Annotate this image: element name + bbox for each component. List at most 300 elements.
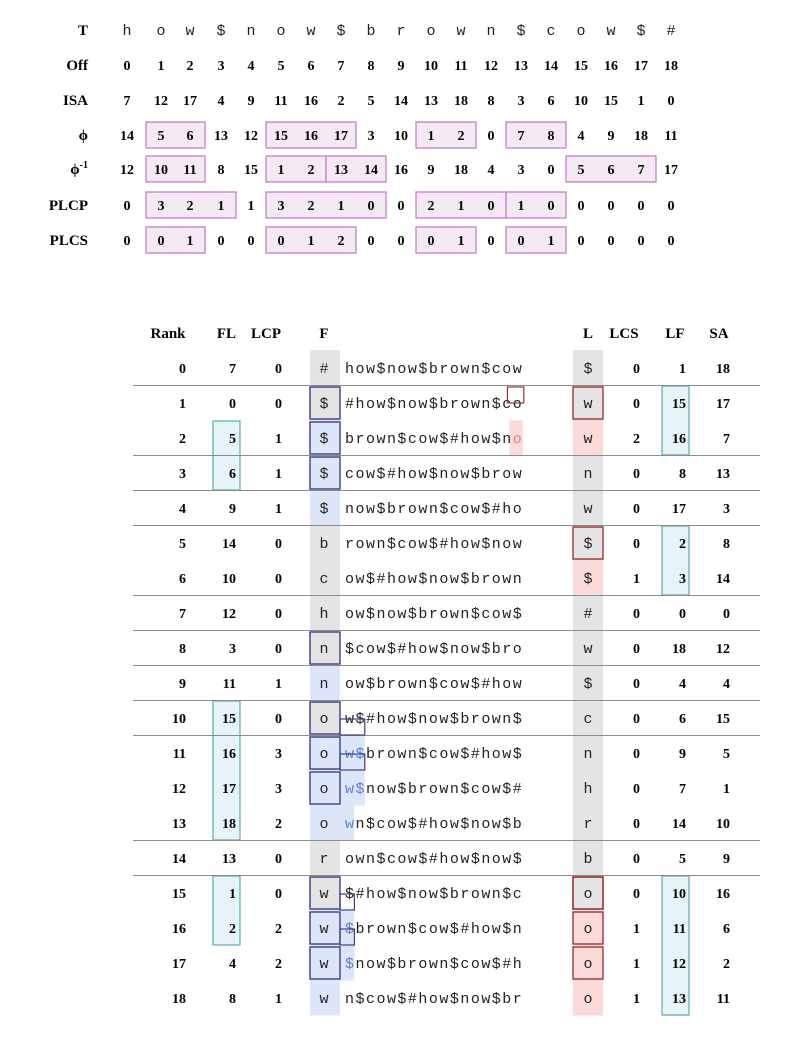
top-cell: 8 <box>217 163 225 178</box>
top-cell: 0 <box>637 199 645 214</box>
top-cell: 7 <box>337 59 345 74</box>
top-row-label: T <box>77 23 88 39</box>
top-cell: 13 <box>334 163 348 178</box>
top-cell: 10 <box>574 94 588 109</box>
top-cell: 3 <box>367 129 375 144</box>
f-char: $ <box>319 466 329 483</box>
lcs-cell: 0 <box>633 782 640 797</box>
top-cell: 1 <box>247 199 255 214</box>
fl-cell: 7 <box>229 362 236 377</box>
lcs-cell: 0 <box>633 887 640 902</box>
top-cell: 11 <box>183 163 197 178</box>
top-cell: 12 <box>244 129 258 144</box>
text-char: w <box>185 23 195 40</box>
top-cell: 15 <box>244 163 258 178</box>
lcs-cell: 0 <box>633 397 640 412</box>
top-cell: 1 <box>277 163 285 178</box>
lf-cell: 6 <box>679 712 686 727</box>
lcp-cell: 0 <box>275 572 282 587</box>
top-highlight-box <box>506 227 566 253</box>
text-char: $ <box>216 23 226 40</box>
top-cell: 1 <box>337 199 345 214</box>
f-char: $ <box>319 501 329 518</box>
l-char: c <box>583 711 593 728</box>
lcp-cell: 1 <box>275 467 282 482</box>
top-cell: 0 <box>547 199 555 214</box>
top-cell: 2 <box>337 234 345 249</box>
top-cell: 3 <box>157 199 165 214</box>
top-cell: 10 <box>394 129 408 144</box>
top-cell: 1 <box>547 234 555 249</box>
lcs-cell: 1 <box>633 992 640 1007</box>
text-char: o <box>576 23 586 40</box>
rank-cell: 18 <box>172 992 186 1007</box>
text-char: o <box>276 23 286 40</box>
top-cell: 3 <box>517 163 525 178</box>
l-char: r <box>583 816 593 833</box>
fl-cell: 11 <box>222 677 236 692</box>
l-char: $ <box>583 571 593 588</box>
fl-cell: 9 <box>229 502 236 517</box>
text-char: w <box>606 23 616 40</box>
rotation-middle: brown$cow$#how$no <box>345 431 522 448</box>
top-cell: 9 <box>607 129 615 144</box>
sa-cell: 16 <box>716 887 730 902</box>
top-cell: 0 <box>667 234 675 249</box>
f-char: o <box>319 711 329 728</box>
top-cell: 4 <box>577 129 585 144</box>
text-char: # <box>666 23 676 40</box>
rank-cell: 5 <box>179 537 186 552</box>
lcs-cell: 0 <box>633 467 640 482</box>
top-cell: 1 <box>427 129 435 144</box>
lcs-cell: 0 <box>633 817 640 832</box>
top-row-label: PLCP <box>48 198 88 214</box>
top-cell: 16 <box>394 163 408 178</box>
lcp-cell: 0 <box>275 397 282 412</box>
lcp-cell: 0 <box>275 887 282 902</box>
top-highlight-box <box>266 156 326 182</box>
fl-cell: 17 <box>222 782 236 797</box>
top-cell: 10 <box>424 59 438 74</box>
top-cell: 18 <box>454 163 468 178</box>
rotation-middle: w$#how$now$brown$ <box>345 711 522 728</box>
top-cell: 7 <box>123 94 131 109</box>
top-cell: 9 <box>427 163 435 178</box>
top-cell: 2 <box>337 94 345 109</box>
lf-cell: 12 <box>672 957 686 972</box>
top-cell: 14 <box>544 59 558 74</box>
text-char: $ <box>336 23 346 40</box>
fl-cell: 15 <box>222 712 236 727</box>
l-char: w <box>583 431 593 448</box>
top-cell: 0 <box>123 234 131 249</box>
top-row-label: Off <box>66 58 88 74</box>
rank-cell: 1 <box>179 397 186 412</box>
rotation-middle: cow$#how$now$brow <box>345 466 522 483</box>
lcs-cell: 2 <box>633 432 640 447</box>
lf-cell: 7 <box>679 782 686 797</box>
l-char: w <box>583 641 593 658</box>
top-cell: 0 <box>547 163 555 178</box>
sa-cell: 7 <box>723 432 730 447</box>
rotation-middle: ow$#how$now$brown <box>345 571 522 588</box>
column-header: SA <box>709 326 729 342</box>
f-char: w <box>319 921 329 938</box>
column-header: LF <box>665 326 685 342</box>
top-cell: 17 <box>334 129 348 144</box>
top-cell: 0 <box>577 234 585 249</box>
fl-cell: 4 <box>229 957 236 972</box>
lcp-cell: 1 <box>275 502 282 517</box>
top-highlight-box <box>146 122 205 148</box>
top-cell: 8 <box>367 59 375 74</box>
top-cell: 1 <box>457 199 465 214</box>
top-cell: 1 <box>157 59 165 74</box>
top-highlight-box <box>146 227 205 253</box>
rank-cell: 3 <box>179 467 186 482</box>
top-cell: 1 <box>637 94 645 109</box>
text-char: b <box>366 23 376 40</box>
top-row-label: $\phi^{-1}$ <box>70 160 88 178</box>
top-cell: 0 <box>397 199 405 214</box>
sa-cell: 8 <box>723 537 730 552</box>
top-cell: 17 <box>664 163 678 178</box>
lf-cell: 14 <box>672 817 686 832</box>
top-highlight-box <box>506 122 566 148</box>
lcp-cell: 0 <box>275 607 282 622</box>
top-cell: 15 <box>574 59 588 74</box>
lf-cell: 3 <box>679 572 686 587</box>
top-cell: 13 <box>424 94 438 109</box>
rank-cell: 7 <box>179 607 186 622</box>
text-char: $ <box>636 23 646 40</box>
lf-cell: 10 <box>672 887 686 902</box>
rotation-middle: $brown$cow$#how$n <box>345 921 522 938</box>
top-cell: 5 <box>367 94 375 109</box>
rotation-middle: w$now$brown$cow$# <box>345 781 522 798</box>
lcs-cell: 1 <box>633 922 640 937</box>
lcs-cell: 1 <box>633 957 640 972</box>
lcp-cell: 3 <box>275 782 282 797</box>
fl-cell: 12 <box>222 607 236 622</box>
l-char: w <box>583 501 593 518</box>
top-cell: 18 <box>664 59 678 74</box>
top-cell: 4 <box>217 94 225 109</box>
top-cell: 0 <box>487 234 495 249</box>
top-cell: 6 <box>186 129 194 144</box>
top-cell: 9 <box>397 59 405 74</box>
lcp-cell: 0 <box>275 537 282 552</box>
rotation-middle: now$brown$cow$#ho <box>345 501 522 518</box>
lcp-cell: 1 <box>275 432 282 447</box>
f-char: $ <box>319 396 329 413</box>
lcs-cell: 0 <box>633 537 640 552</box>
lcs-cell: 0 <box>633 502 640 517</box>
top-cell: 0 <box>397 234 405 249</box>
fl-cell: 16 <box>222 747 236 762</box>
rotation-middle: ow$now$brown$cow$ <box>345 606 522 623</box>
lcs-cell: 1 <box>633 572 640 587</box>
sa-cell: 0 <box>723 607 730 622</box>
lf-cell: 15 <box>672 397 686 412</box>
top-cell: 0 <box>247 234 255 249</box>
column-header: FL <box>216 326 236 342</box>
fl-cell: 8 <box>229 992 236 1007</box>
lcs-cell: 0 <box>633 362 640 377</box>
text-char: h <box>122 23 132 40</box>
top-cell: 0 <box>427 234 435 249</box>
sa-cell: 4 <box>723 677 730 692</box>
rank-cell: 10 <box>172 712 186 727</box>
top-cell: 1 <box>217 199 225 214</box>
top-cell: 10 <box>154 163 168 178</box>
rank-cell: 12 <box>172 782 186 797</box>
top-cell: 0 <box>667 94 675 109</box>
sa-cell: 11 <box>716 992 730 1007</box>
text-char: w <box>456 23 466 40</box>
rank-cell: 16 <box>172 922 186 937</box>
lf-cell: 2 <box>679 537 686 552</box>
top-highlight-box <box>416 122 476 148</box>
rotation-middle: rown$cow$#how$now <box>345 536 522 553</box>
top-cell: 0 <box>367 234 375 249</box>
top-cell: 9 <box>247 94 255 109</box>
f-char: c <box>319 571 329 588</box>
l-char: o <box>583 991 593 1008</box>
rotation-middle: $#how$now$brown$c <box>345 886 522 903</box>
lcp-cell: 1 <box>275 992 282 1007</box>
text-char: c <box>546 23 556 40</box>
sa-cell: 1 <box>723 782 730 797</box>
text-char: n <box>486 23 496 40</box>
rank-cell: 4 <box>179 502 186 517</box>
top-row-label: ISA <box>62 93 88 109</box>
f-char: o <box>319 746 329 763</box>
top-cell: 1 <box>186 234 194 249</box>
top-cell: 11 <box>454 59 468 74</box>
top-cell: 17 <box>183 94 197 109</box>
lcs-cell: 0 <box>633 852 640 867</box>
top-cell: 0 <box>217 234 225 249</box>
top-cell: 5 <box>157 129 165 144</box>
rank-cell: 2 <box>179 432 186 447</box>
fl-cell: 18 <box>222 817 236 832</box>
f-char: r <box>319 851 329 868</box>
top-cell: 12 <box>484 59 498 74</box>
fl-cell: 1 <box>229 887 236 902</box>
rotation-middle: own$cow$#how$now$ <box>345 851 522 868</box>
lcp-cell: 0 <box>275 852 282 867</box>
top-cell: 0 <box>123 199 131 214</box>
fl-cell: 5 <box>229 432 236 447</box>
top-highlight-box <box>416 227 476 253</box>
top-cell: 1 <box>307 234 315 249</box>
lcp-cell: 0 <box>275 642 282 657</box>
rotation-middle: $cow$#how$now$bro <box>345 641 522 658</box>
fl-cell: 2 <box>229 922 236 937</box>
top-cell: 0 <box>367 199 375 214</box>
sa-cell: 12 <box>716 642 730 657</box>
top-cell: 15 <box>604 94 618 109</box>
lcs-cell: 0 <box>633 642 640 657</box>
f-char: w <box>319 991 329 1008</box>
rotation-middle: ow$brown$cow$#how <box>345 676 522 693</box>
top-cell: 4 <box>487 163 495 178</box>
top-cell: 2 <box>427 199 435 214</box>
fl-cell: 3 <box>229 642 236 657</box>
top-cell: 0 <box>637 234 645 249</box>
lcs-cell: 0 <box>633 677 640 692</box>
top-cell: 14 <box>120 129 134 144</box>
sa-cell: 18 <box>716 362 730 377</box>
text-char: o <box>426 23 436 40</box>
l-char: o <box>583 921 593 938</box>
f-char: n <box>319 676 329 693</box>
sa-cell: 10 <box>716 817 730 832</box>
sa-cell: 5 <box>723 747 730 762</box>
lf-cell: 5 <box>679 852 686 867</box>
l-char: o <box>583 956 593 973</box>
lcp-cell: 0 <box>275 362 282 377</box>
rotation-middle: w$brown$cow$#how$ <box>345 746 522 763</box>
fl-cell: 0 <box>229 397 236 412</box>
top-cell: 5 <box>577 163 585 178</box>
fl-cell: 6 <box>229 467 236 482</box>
top-cell: 16 <box>604 59 618 74</box>
top-cell: 1 <box>517 199 525 214</box>
top-cell: 2 <box>307 199 315 214</box>
top-cell: 5 <box>277 59 285 74</box>
top-cell: 2 <box>186 199 194 214</box>
top-cell: 16 <box>304 94 318 109</box>
text-char: n <box>246 23 256 40</box>
text-char: o <box>156 23 166 40</box>
rank-cell: 15 <box>172 887 186 902</box>
rotation-middle: $now$brown$cow$#h <box>345 956 522 973</box>
f-char: w <box>319 956 329 973</box>
top-cell: 12 <box>120 163 134 178</box>
lcp-cell: 2 <box>275 922 282 937</box>
top-cell: 0 <box>157 234 165 249</box>
rank-cell: 8 <box>179 642 186 657</box>
top-cell: 2 <box>186 59 194 74</box>
lcs-cell: 0 <box>633 607 640 622</box>
top-cell: 15 <box>274 129 288 144</box>
l-char: $ <box>583 536 593 553</box>
top-cell: 11 <box>274 94 288 109</box>
f-char: o <box>319 816 329 833</box>
f-char: w <box>319 886 329 903</box>
l-char: h <box>583 781 593 798</box>
rank-cell: 11 <box>172 747 186 762</box>
top-cell: 7 <box>637 163 645 178</box>
f-char: $ <box>319 431 329 448</box>
top-cell: 2 <box>307 163 315 178</box>
lcp-cell: 2 <box>275 957 282 972</box>
top-cell: 6 <box>547 94 555 109</box>
text-char: w <box>306 23 316 40</box>
column-header: L <box>582 326 594 342</box>
top-cell: 0 <box>487 199 495 214</box>
l-char: $ <box>583 361 593 378</box>
lcp-cell: 2 <box>275 817 282 832</box>
l-char: # <box>583 606 593 623</box>
top-cell: 3 <box>277 199 285 214</box>
top-cell: 1 <box>457 234 465 249</box>
lcs-cell: 0 <box>633 747 640 762</box>
l-char: n <box>583 466 593 483</box>
top-cell: 0 <box>667 199 675 214</box>
top-cell: 14 <box>394 94 408 109</box>
top-cell: 0 <box>607 234 615 249</box>
column-header: LCS <box>609 326 639 342</box>
sa-cell: 14 <box>716 572 730 587</box>
rank-cell: 17 <box>172 957 186 972</box>
rank-cell: 9 <box>179 677 186 692</box>
top-cell: 7 <box>517 129 525 144</box>
top-cell: 0 <box>577 199 585 214</box>
l-char: $ <box>583 676 593 693</box>
lf-cell: 18 <box>672 642 686 657</box>
lcs-cell: 0 <box>633 712 640 727</box>
fl-cell: 10 <box>222 572 236 587</box>
rotation-middle: n$cow$#how$now$br <box>345 991 522 1008</box>
top-cell: 18 <box>634 129 648 144</box>
f-char: # <box>319 361 329 378</box>
fl-cell: 13 <box>222 852 236 867</box>
top-cell: 0 <box>487 129 495 144</box>
f-char: b <box>319 536 329 553</box>
l-char: w <box>583 396 593 413</box>
lcp-cell: 3 <box>275 747 282 762</box>
top-cell: 2 <box>457 129 465 144</box>
top-cell: 0 <box>123 59 131 74</box>
f-char: n <box>319 641 329 658</box>
lf-cell: 8 <box>679 467 686 482</box>
top-cell: 6 <box>607 163 615 178</box>
lcp-cell: 1 <box>275 677 282 692</box>
lf-cell: 9 <box>679 747 686 762</box>
top-cell: 0 <box>607 199 615 214</box>
lf-cell: 4 <box>679 677 686 692</box>
sa-cell: 13 <box>716 467 730 482</box>
rank-cell: 6 <box>179 572 186 587</box>
column-header: LCP <box>251 326 281 342</box>
f-char: o <box>319 781 329 798</box>
top-cell: 4 <box>247 59 255 74</box>
top-row-label: PLCS <box>49 233 88 249</box>
text-char: r <box>396 23 406 40</box>
rotation-middle: #how$now$brown$co <box>345 396 522 413</box>
lf-cell: 16 <box>672 432 686 447</box>
l-char: o <box>583 886 593 903</box>
lf-cell: 13 <box>672 992 686 1007</box>
sa-cell: 6 <box>723 922 730 937</box>
top-cell: 8 <box>547 129 555 144</box>
top-cell: 0 <box>517 234 525 249</box>
top-cell: 11 <box>664 129 678 144</box>
top-cell: 13 <box>514 59 528 74</box>
top-cell: 16 <box>304 129 318 144</box>
top-cell: 8 <box>487 94 495 109</box>
lcp-cell: 0 <box>275 712 282 727</box>
column-header: F <box>319 326 329 342</box>
top-cell: 6 <box>307 59 315 74</box>
top-cell: 14 <box>364 163 378 178</box>
top-cell: 0 <box>277 234 285 249</box>
sa-cell: 9 <box>723 852 730 867</box>
